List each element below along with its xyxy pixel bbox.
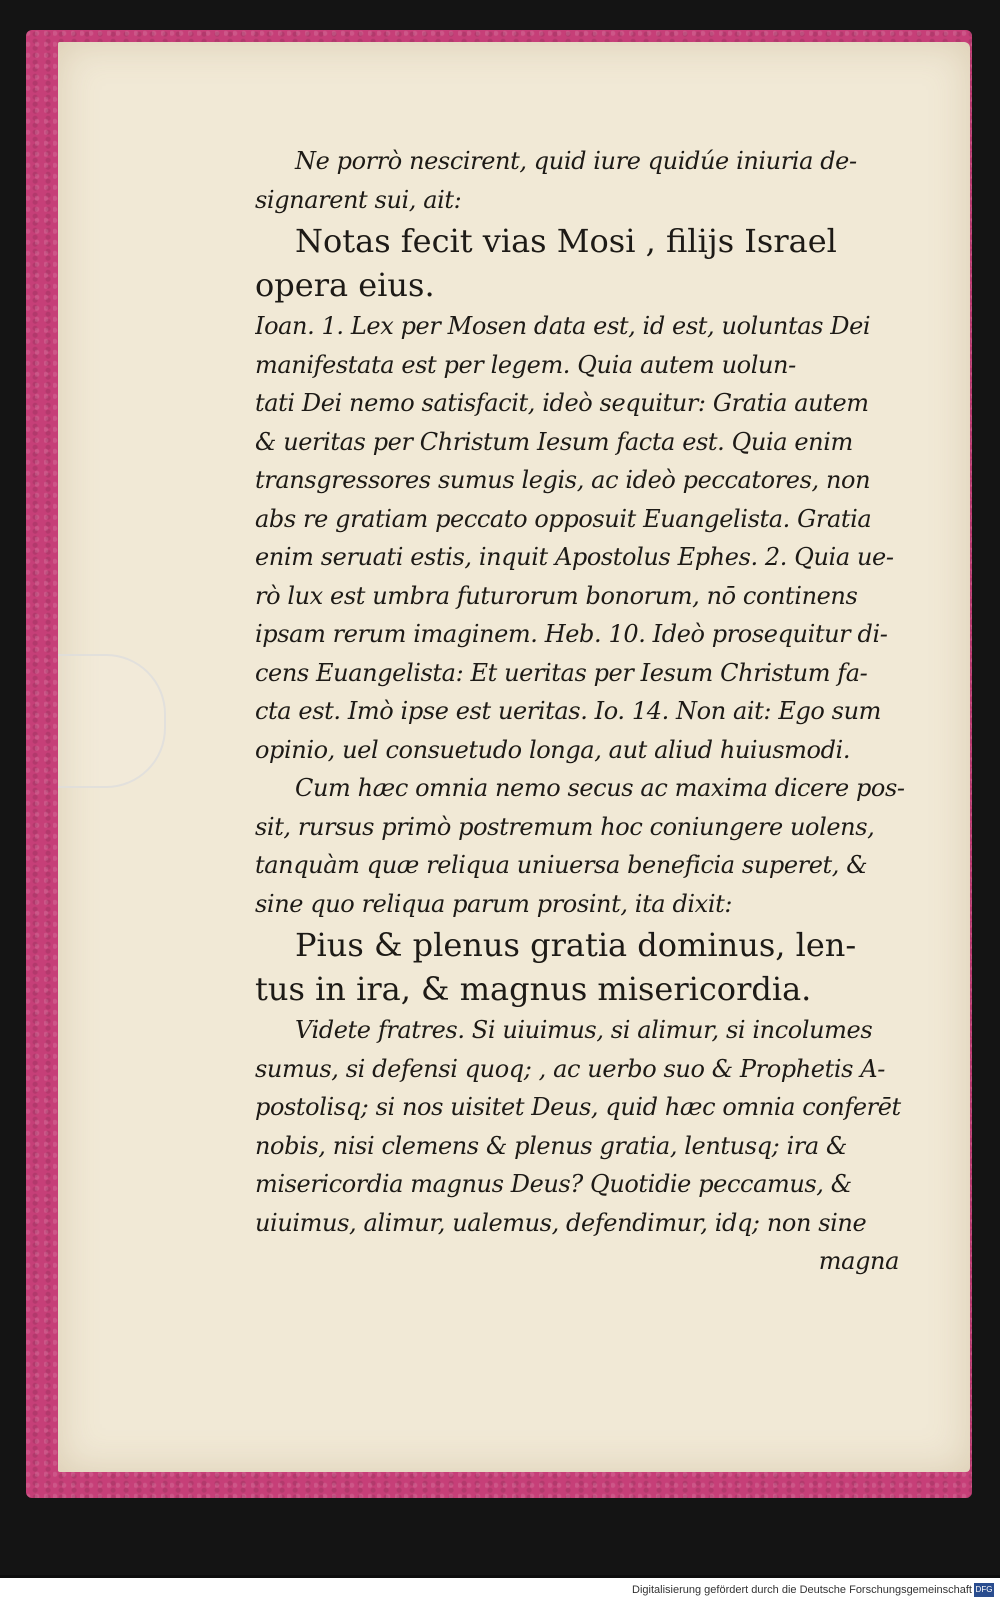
text-line: Ioan. 1. Lex per Mosen data est, id est, uoluntas Dei [255, 312, 871, 340]
text-line: ipsam rerum imaginem. Heb. 10. Ideò prosequitur di- [255, 620, 888, 648]
text-line: Ne porrò nescirent, quid iure quidúe iniuria de- [295, 147, 857, 175]
text-line: sine quo reliqua parum prosint, ita dixit: [255, 889, 733, 918]
text-line: Videte fratres. Si uiuimus, si alimur, si incolumes [295, 1016, 873, 1044]
text-line: sit, rursus primò postremum hoc coniungere uolens, [255, 812, 875, 841]
text-line: tus in ira, & magnus misericordia. [255, 970, 812, 1008]
text-line: Cum hæc omnia nemo secus ac maxima dicere pos- [295, 774, 905, 802]
page-clip [58, 654, 166, 788]
text-line: rò lux est umbra futurorum bonorum, nō continens [255, 581, 858, 610]
text-line: postolisq; si nos uisitet Deus, quid hæc omnia conferēt [255, 1093, 901, 1121]
text-line: cens Euangelista: Et ueritas per Iesum Christum fa- [255, 658, 868, 687]
text-line: Pius & plenus gratia dominus, len- [295, 926, 857, 964]
text-line: tati Dei nemo satisfacit, ideò sequitur: Gratia autem [255, 389, 869, 417]
text-line: manifestata est per legem. Quia autem uolun- [255, 350, 796, 379]
text-line: cta est. Imò ipse est ueritas. Io. 14. Non ait: Ego sum [255, 697, 882, 725]
text-line: signarent sui, ait: [255, 185, 462, 214]
text-line: uiuimus, alimur, ualemus, defendimur, idq; non sine [255, 1208, 867, 1237]
text-line: abs re gratiam peccato opposuit Euangelista. Gratia [255, 504, 872, 533]
text-line: transgressores sumus legis, ac ideò peccatores, non [255, 466, 871, 494]
text-line: enim seruati estis, inquit Apostolus Ephes. 2. Quia ue- [255, 543, 894, 571]
text-line: magna [818, 1247, 899, 1275]
text-line: misericordia magnus Deus? Quotidie peccamus, & [255, 1170, 852, 1198]
footer-credit: Digitalisierung gefördert durch die Deutsche Forschungsgemeinschaft [632, 1584, 972, 1596]
text-line: opera eius. [255, 266, 435, 304]
text-line: sumus, si defensi quoq; , ac uerbo suo & Prophetis A- [255, 1054, 885, 1083]
text-line: tanquàm quæ reliqua uniuersa beneficia superet, & [255, 851, 868, 879]
text-line: nobis, nisi clemens & plenus gratia, lentusq; ira & [255, 1131, 847, 1160]
text-line: Notas fecit vias Mosi , filijs Israel [295, 222, 837, 260]
dfg-logo-icon: DFG [974, 1583, 994, 1597]
text-line: opinio, uel consuetudo longa, aut aliud huiusmodi. [255, 735, 851, 764]
footer-bar [0, 1578, 1000, 1605]
page-text [255, 142, 915, 1281]
text-line: & ueritas per Christum Iesum facta est. Quia enim [255, 427, 853, 456]
